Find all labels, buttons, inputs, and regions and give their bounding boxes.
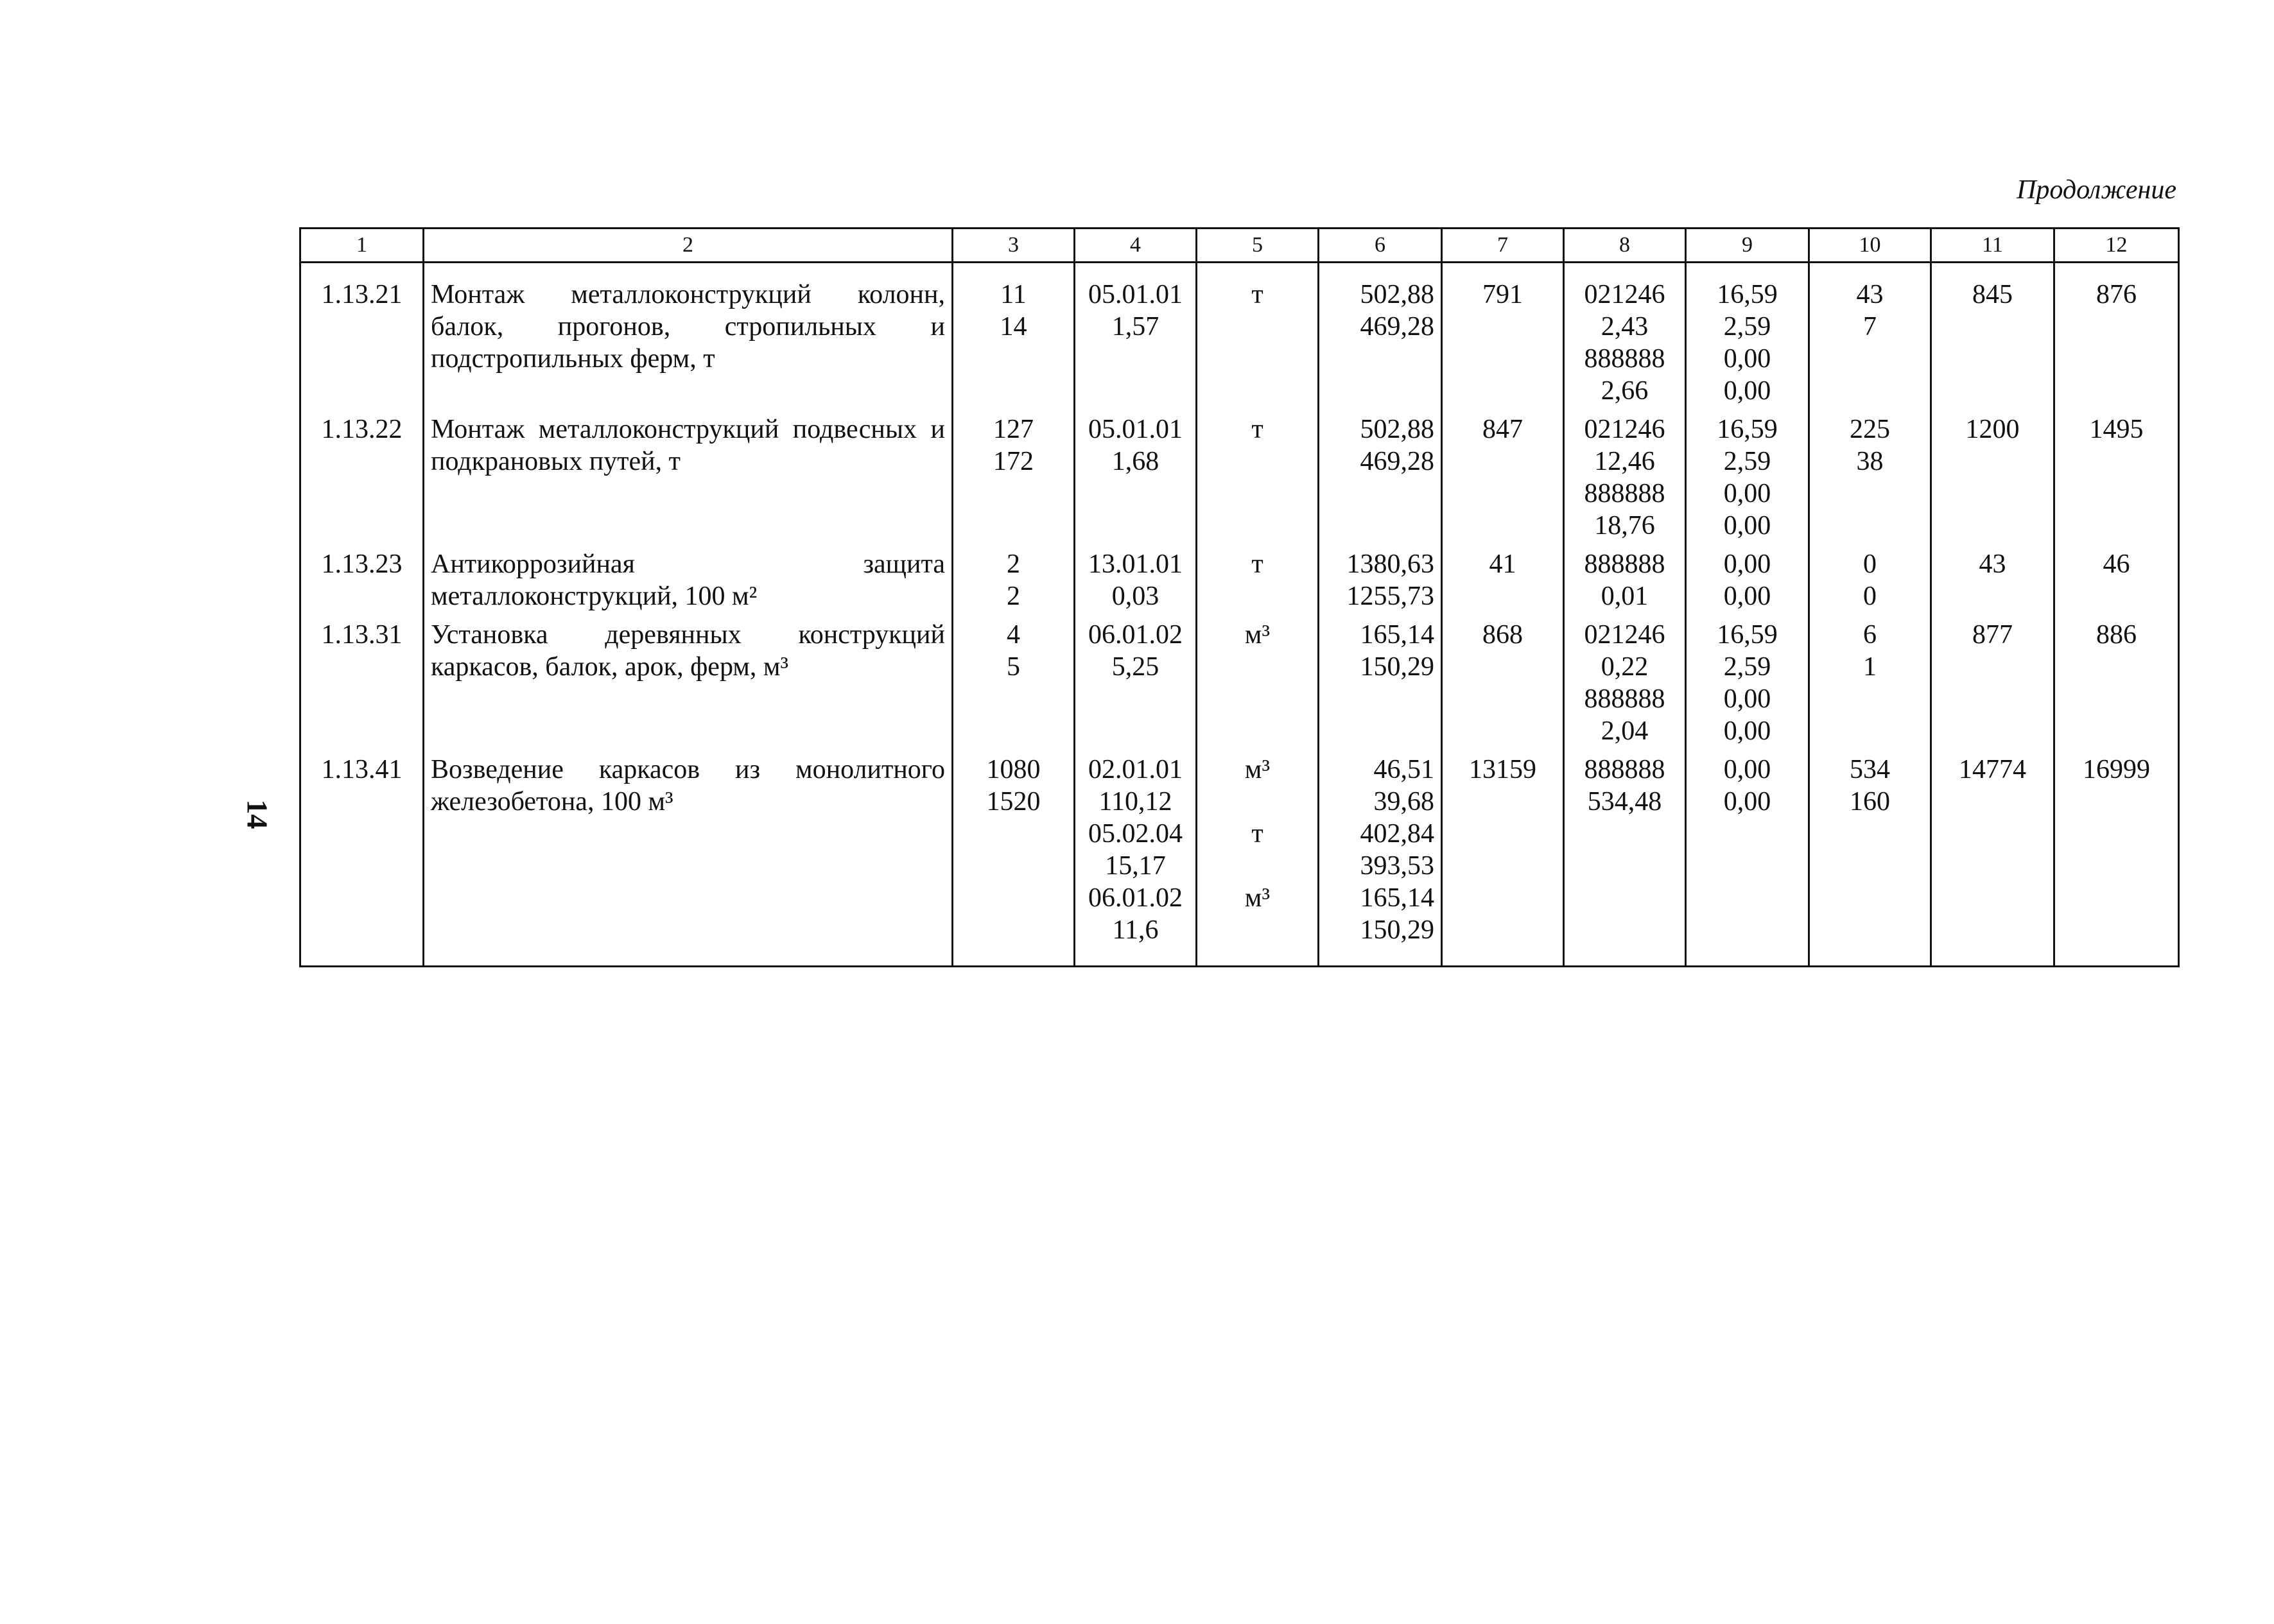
cell-col8: 888888 0,01 — [1564, 548, 1686, 619]
cell-col4: 06.01.02 5,25 — [1075, 619, 1197, 754]
cell-col6: 502,88 469,28 — [1319, 263, 1442, 414]
row-description: Монтаж металлоконструкций подвесных и подкрановых путей, т — [424, 413, 953, 548]
row-code: 1.13.41 — [300, 754, 424, 967]
cell-col10: 534 160 — [1809, 754, 1931, 967]
cell-col3: 4 5 — [953, 619, 1075, 754]
column-header: 9 — [1686, 229, 1809, 263]
cell-col4: 05.01.01 1,68 — [1075, 413, 1197, 548]
column-header: 3 — [953, 229, 1075, 263]
column-header: 5 — [1197, 229, 1319, 263]
column-header: 12 — [2054, 229, 2179, 263]
cell-col10: 0 0 — [1809, 548, 1931, 619]
column-header: 7 — [1442, 229, 1564, 263]
cell-col4: 05.01.01 1,57 — [1075, 263, 1197, 414]
cell-col6: 46,51 39,68 402,84 393,53 165,14 150,29 — [1319, 754, 1442, 967]
row-code: 1.13.31 — [300, 619, 424, 754]
row-code: 1.13.21 — [300, 263, 424, 414]
cell-col10: 6 1 — [1809, 619, 1931, 754]
cell-col9: 0,00 0,00 — [1686, 548, 1809, 619]
cell-unit: т — [1197, 413, 1319, 548]
row-description: Монтаж металлоконструкций колонн, балок, прогонов, стропильных и подстропильных ферм, т — [424, 263, 953, 414]
column-header: 6 — [1319, 229, 1442, 263]
header-row — [300, 229, 2179, 263]
cell-col9: 16,59 2,59 0,00 0,00 — [1686, 619, 1809, 754]
page-number: 14 — [241, 799, 274, 829]
cell-col11: 43 — [1931, 548, 2054, 619]
cell-col12: 886 — [2054, 619, 2179, 754]
cell-col7: 847 — [1442, 413, 1564, 548]
cell-col3: 127 172 — [953, 413, 1075, 548]
column-header: 1 — [300, 229, 424, 263]
table-row — [300, 413, 2179, 548]
cell-col9: 0,00 0,00 — [1686, 754, 1809, 967]
cell-col8: 021246 12,46 888888 18,76 — [1564, 413, 1686, 548]
row-code: 1.13.22 — [300, 413, 424, 548]
cell-col7: 13159 — [1442, 754, 1564, 967]
cell-col10: 225 38 — [1809, 413, 1931, 548]
cell-col11: 845 — [1931, 263, 2054, 414]
column-header: 8 — [1564, 229, 1686, 263]
cell-col4: 02.01.01 110,12 05.02.04 15,17 06.01.02 11,6 — [1075, 754, 1197, 967]
cell-unit: т — [1197, 263, 1319, 414]
column-header: 2 — [424, 229, 953, 263]
cell-unit: т — [1197, 548, 1319, 619]
cell-col9: 16,59 2,59 0,00 0,00 — [1686, 263, 1809, 414]
table-row — [300, 619, 2179, 754]
cell-col3: 1080 1520 — [953, 754, 1075, 967]
cell-col12: 46 — [2054, 548, 2179, 619]
row-description: Установка деревянных конструкций каркасов, балок, арок, ферм, м³ — [424, 619, 953, 754]
cell-col10: 43 7 — [1809, 263, 1931, 414]
cell-col7: 41 — [1442, 548, 1564, 619]
cell-col11: 14774 — [1931, 754, 2054, 967]
cell-col12: 876 — [2054, 263, 2179, 414]
cell-col7: 791 — [1442, 263, 1564, 414]
cell-col12: 16999 — [2054, 754, 2179, 967]
row-description: Антикоррозийная защита металлоконструкций, 100 м² — [424, 548, 953, 619]
table-row — [300, 548, 2179, 619]
cell-unit: м³ — [1197, 619, 1319, 754]
row-code: 1.13.23 — [300, 548, 424, 619]
cost-table — [299, 227, 2180, 967]
cell-col3: 11 14 — [953, 263, 1075, 414]
cell-col9: 16,59 2,59 0,00 0,00 — [1686, 413, 1809, 548]
cell-col12: 1495 — [2054, 413, 2179, 548]
cell-col8: 021246 2,43 888888 2,66 — [1564, 263, 1686, 414]
table-row — [300, 263, 2179, 414]
column-header: 10 — [1809, 229, 1931, 263]
column-header: 11 — [1931, 229, 2054, 263]
cell-col6: 165,14 150,29 — [1319, 619, 1442, 754]
cell-col7: 868 — [1442, 619, 1564, 754]
continuation-label: Продолжение — [2017, 175, 2176, 205]
cell-col11: 1200 — [1931, 413, 2054, 548]
cell-col11: 877 — [1931, 619, 2054, 754]
cell-unit: м³ т м³ — [1197, 754, 1319, 967]
column-header: 4 — [1075, 229, 1197, 263]
cell-col8: 888888 534,48 — [1564, 754, 1686, 967]
cell-col3: 2 2 — [953, 548, 1075, 619]
row-description: Возведение каркасов из монолитного железобетона, 100 м³ — [424, 754, 953, 967]
cell-col4: 13.01.01 0,03 — [1075, 548, 1197, 619]
table-row — [300, 754, 2179, 967]
cell-col8: 021246 0,22 888888 2,04 — [1564, 619, 1686, 754]
cell-col6: 1380,63 1255,73 — [1319, 548, 1442, 619]
cell-col6: 502,88 469,28 — [1319, 413, 1442, 548]
